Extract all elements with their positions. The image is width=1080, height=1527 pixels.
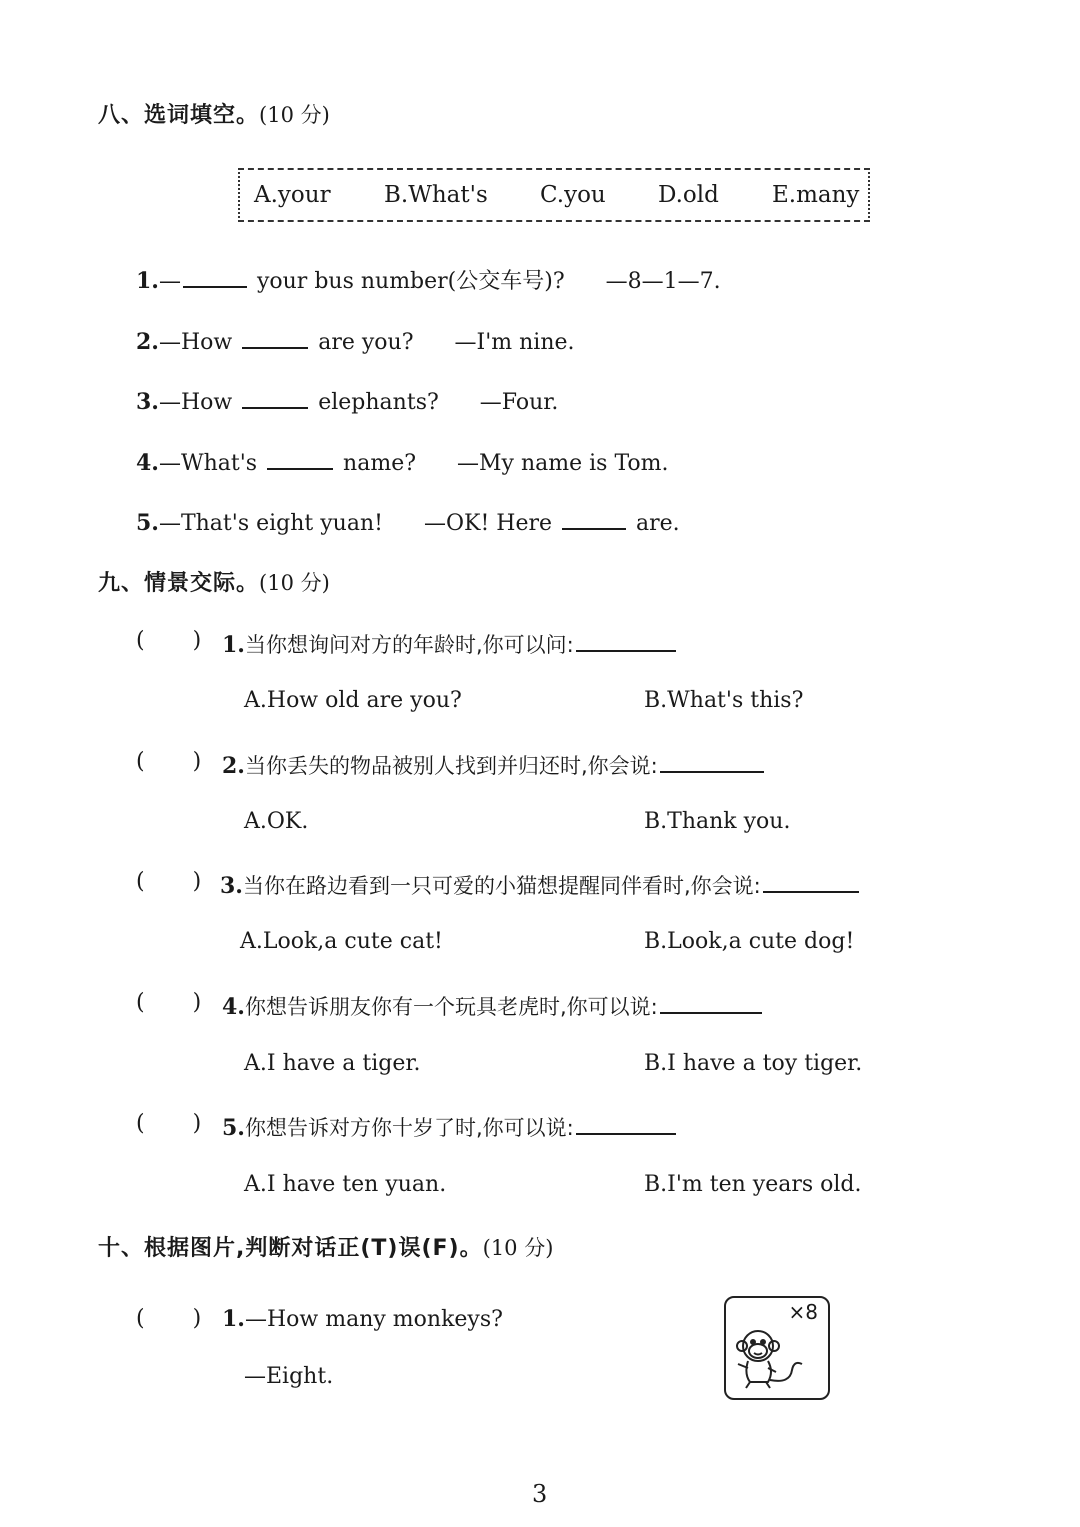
section8-heading: 八、选词填空。(10 分): [98, 103, 330, 128]
answer-paren[interactable]: ( ): [136, 628, 202, 653]
option-b: B.Thank you.: [644, 809, 791, 834]
fill-item-2: 2.—How are you? —I'm nine.: [136, 325, 575, 355]
fill-item-3: 3.—How elephants? —Four.: [136, 385, 558, 415]
word-option: B.What's: [384, 182, 488, 208]
option-a: A.Look,a cute cat!: [240, 929, 443, 954]
situation-question-4: 4.你想告诉朋友你有一个玩具老虎时,你可以说:: [222, 990, 772, 1021]
option-a: A.How old are you?: [244, 688, 462, 713]
situation-question-3: 3.当你在路边看到一只可爱的小猫想提醒同伴看时,你会说:: [220, 869, 869, 900]
answer-paren[interactable]: ( ): [136, 869, 202, 894]
section10-heading: 十、根据图片,判断对话正(T)误(F)。(10 分): [98, 1236, 554, 1261]
answer-blank[interactable]: [576, 1111, 676, 1135]
fill-item-1: 1.— your bus number(公交车号)? —8—1—7.: [136, 264, 721, 295]
answer-blank[interactable]: [576, 628, 676, 652]
section9-heading: 九、情景交际。(10 分): [98, 571, 330, 596]
answer-paren[interactable]: ( ): [136, 1306, 202, 1331]
monkey-picture: [724, 1296, 830, 1400]
fill-item-5: 5.—That's eight yuan! —OK! Here are.: [136, 506, 680, 536]
answer-blank[interactable]: [242, 325, 308, 349]
option-b: B.Look,a cute dog!: [644, 929, 855, 954]
option-a: A.OK.: [244, 809, 309, 834]
judge-question-1: 1.—How many monkeys?: [222, 1306, 503, 1332]
word-option: C.you: [540, 182, 606, 208]
answer-blank[interactable]: [562, 506, 626, 530]
judge-answer-1: —Eight.: [244, 1364, 334, 1389]
answer-paren[interactable]: ( ): [136, 990, 202, 1015]
option-b: B.What's this?: [644, 688, 804, 713]
situation-question-2: 2.当你丢失的物品被别人找到并归还时,你会说:: [222, 749, 774, 780]
answer-blank[interactable]: [763, 869, 859, 893]
word-option: A.your: [254, 182, 331, 208]
answer-paren[interactable]: ( ): [136, 749, 202, 774]
answer-blank[interactable]: [267, 446, 333, 470]
word-bank-box: [238, 168, 870, 222]
situation-question-1: 1.当你想询问对方的年龄时,你可以问:: [222, 628, 686, 659]
word-option: D.old: [658, 182, 719, 208]
answer-paren[interactable]: ( ): [136, 1111, 202, 1136]
count-label: ×8: [788, 1300, 818, 1324]
answer-blank[interactable]: [242, 385, 308, 409]
situation-question-5: 5.你想告诉对方你十岁了时,你可以说:: [222, 1111, 686, 1142]
answer-blank[interactable]: [660, 749, 764, 773]
word-option: E.many: [772, 182, 860, 208]
option-b: B.I'm ten years old.: [644, 1172, 862, 1197]
fill-item-4: 4.—What's name? —My name is Tom.: [136, 446, 669, 476]
answer-blank[interactable]: [183, 264, 247, 288]
option-a: A.I have ten yuan.: [244, 1172, 447, 1197]
answer-blank[interactable]: [660, 990, 762, 1014]
monkey-icon: [730, 1324, 810, 1394]
option-b: B.I have a toy tiger.: [644, 1051, 863, 1076]
page-number: 3: [532, 1480, 548, 1508]
option-a: A.I have a tiger.: [244, 1051, 421, 1076]
